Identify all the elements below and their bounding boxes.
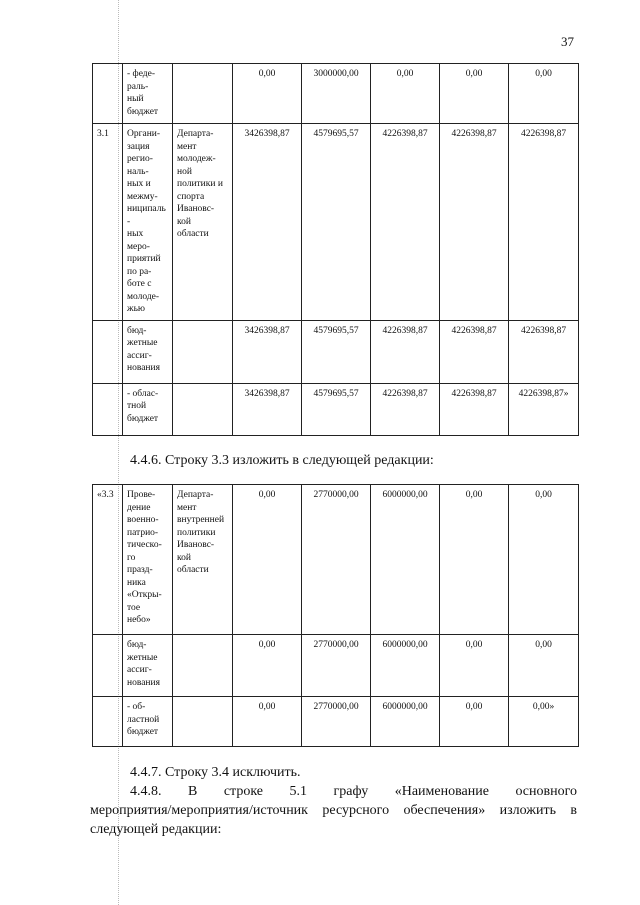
value-cell: 0,00 <box>509 635 579 697</box>
paragraph-4-4-6: 4.4.6. Строку 3.3 изложить в следующей редакции: <box>130 453 434 468</box>
row-name: - облас- тной бюджет <box>123 383 173 435</box>
value-cell: 3426398,87 <box>233 383 302 435</box>
row-name: Прове- дение военно- патрио- тическо- го празд- ника «Откры- тое небо» <box>123 485 173 635</box>
value-cell: 4226398,87 <box>371 124 440 321</box>
row-number <box>93 64 123 124</box>
value-cell: 4226398,87 <box>440 320 509 383</box>
value-cell: 6000000,00 <box>371 635 440 697</box>
table-row <box>93 64 579 124</box>
value-cell: 0,00 <box>233 485 302 635</box>
value-cell: 0,00 <box>509 64 579 124</box>
table-row <box>93 320 579 383</box>
value-cell: 0,00 <box>233 697 302 747</box>
value-cell: 6000000,00 <box>371 697 440 747</box>
row-department <box>173 697 233 747</box>
value-cell: 4226398,87 <box>509 320 579 383</box>
value-cell: 0,00» <box>509 697 579 747</box>
value-cell: 0,00 <box>440 635 509 697</box>
value-cell: 4226398,87 <box>509 124 579 321</box>
value-cell: 2770000,00 <box>302 635 371 697</box>
value-cell: 2770000,00 <box>302 485 371 635</box>
value-cell: 6000000,00 <box>371 485 440 635</box>
value-cell: 0,00 <box>371 64 440 124</box>
value-cell: 4226398,87 <box>371 320 440 383</box>
paragraph-4-4-7: 4.4.7. Строку 3.4 исключить. <box>130 765 301 780</box>
value-cell: 0,00 <box>440 64 509 124</box>
paragraph-4-4-8-line-1: 4.4.8. В строке 5.1 графу «Наименование основного <box>130 784 577 799</box>
row-department <box>173 64 233 124</box>
row-department: Департа- мент молодеж- ной политики и спорта Ивановс- кой области <box>173 124 233 321</box>
row-department <box>173 635 233 697</box>
row-number: «3.3 <box>93 485 123 635</box>
table-row <box>93 383 579 435</box>
value-cell: 0,00 <box>233 635 302 697</box>
row-name: - феде- раль- ный бюджет <box>123 64 173 124</box>
value-cell: 3426398,87 <box>233 320 302 383</box>
row-department <box>173 383 233 435</box>
value-cell: 4579695,57 <box>302 383 371 435</box>
row-department: Департа- мент внутренней политики Ивановс- кой области <box>173 485 233 635</box>
value-cell: 4579695,57 <box>302 320 371 383</box>
row-number <box>93 635 123 697</box>
value-cell: 0,00 <box>233 64 302 124</box>
page-number: 37 <box>561 34 574 49</box>
value-cell: 0,00 <box>440 485 509 635</box>
row-number: 3.1 <box>93 124 123 321</box>
row-department <box>173 320 233 383</box>
row-name: бюд- жетные ассиг- нования <box>123 320 173 383</box>
table-row <box>93 124 579 321</box>
row-number <box>93 320 123 383</box>
row-number <box>93 383 123 435</box>
funding-table-1 <box>92 63 579 436</box>
paragraph-4-4-8-line-2: мероприятия/мероприятия/источник ресурсного обеспечения» изложить в <box>90 803 577 818</box>
value-cell: 4226398,87 <box>440 124 509 321</box>
table-row <box>93 697 579 747</box>
row-number <box>93 697 123 747</box>
table-row <box>93 635 579 697</box>
value-cell: 0,00 <box>440 697 509 747</box>
value-cell: 4226398,87 <box>440 383 509 435</box>
paragraph-4-4-8-line-3: следующей редакции: <box>90 822 222 837</box>
value-cell: 2770000,00 <box>302 697 371 747</box>
value-cell: 0,00 <box>509 485 579 635</box>
value-cell: 4226398,87 <box>371 383 440 435</box>
row-name: Органи- зация регио- наль- ных и межму- ниципаль- ных меро- приятий по ра- боте с молоде- жью <box>123 124 173 321</box>
value-cell: 3426398,87 <box>233 124 302 321</box>
row-name: бюд- жетные ассиг- нования <box>123 635 173 697</box>
funding-table-2 <box>92 484 579 747</box>
value-cell: 4226398,87» <box>509 383 579 435</box>
row-name: - об- ластной бюджет <box>123 697 173 747</box>
table-row <box>93 485 579 635</box>
value-cell: 3000000,00 <box>302 64 371 124</box>
value-cell: 4579695,57 <box>302 124 371 321</box>
